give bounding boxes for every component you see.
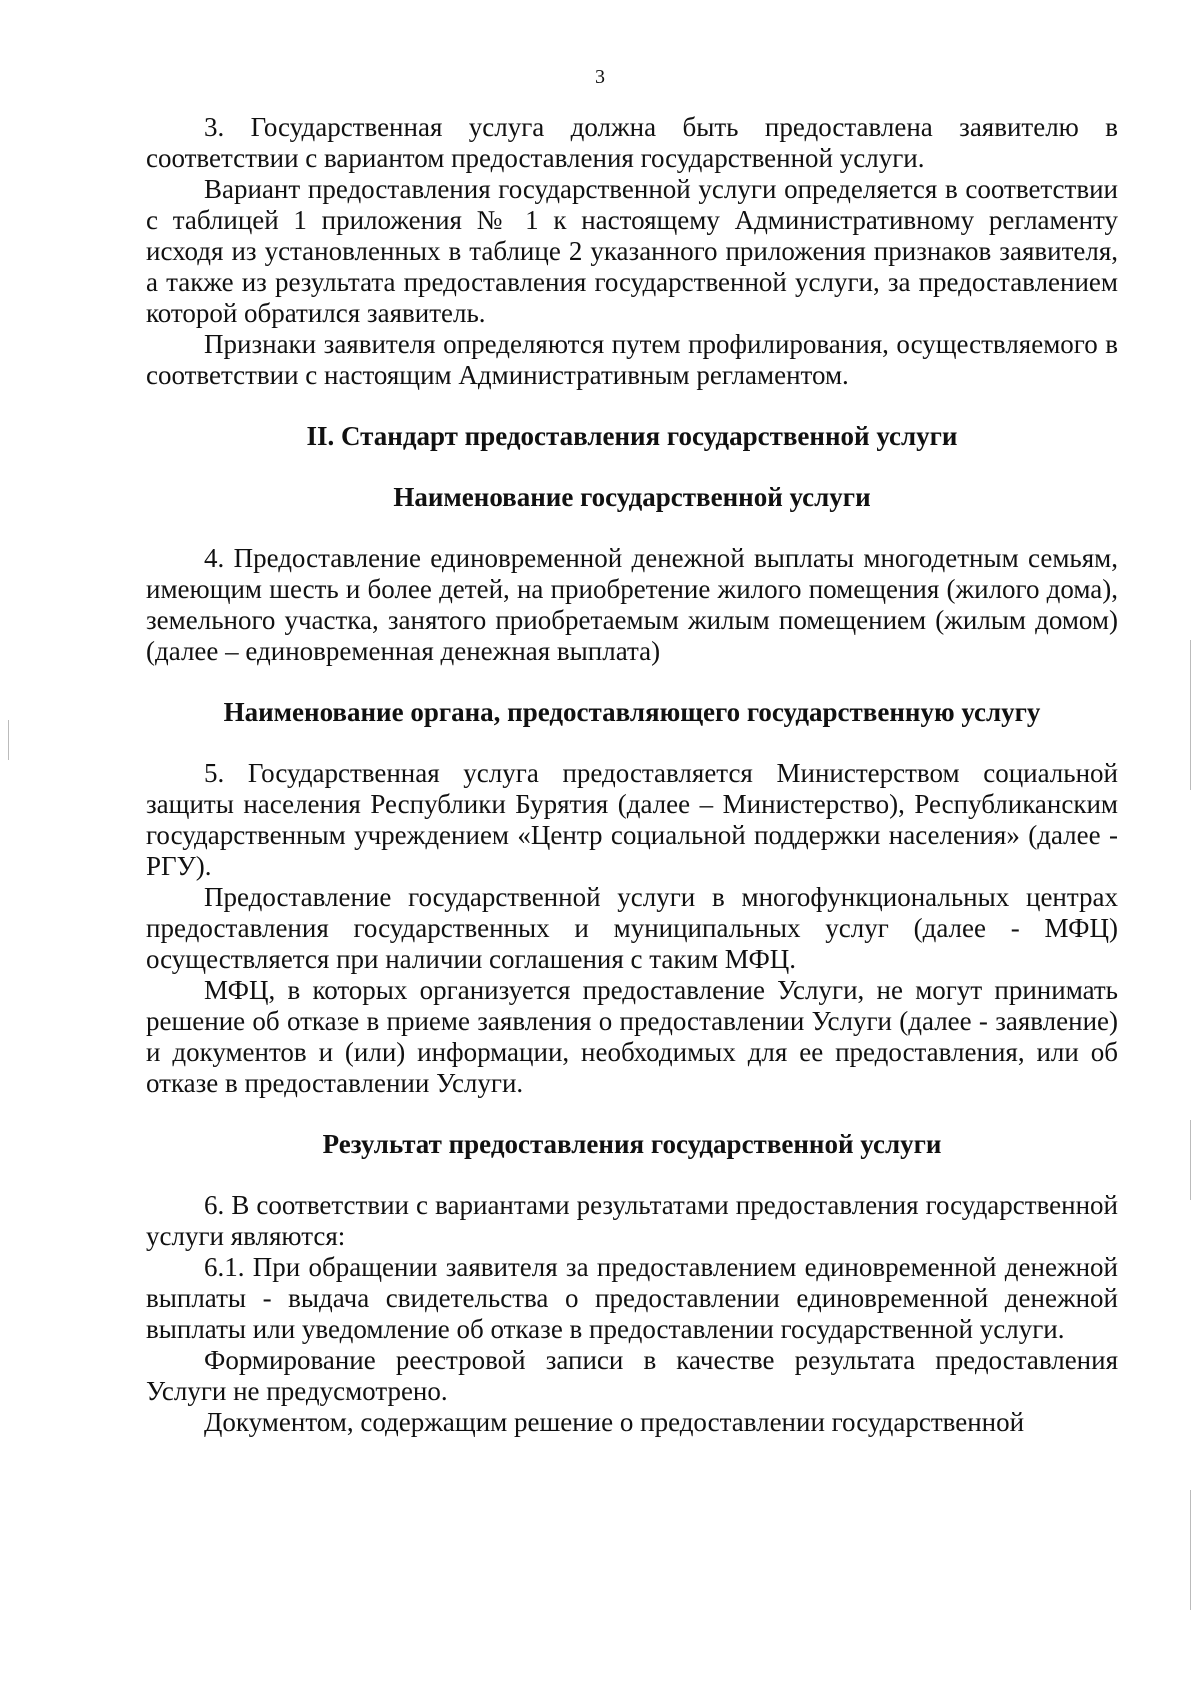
paragraph-mfc-restrictions: МФЦ, в которых организуется предоставление Услуги, не могут принимать решение об отказе в приеме заявления о предоставлении Услуги (далее - заявление) и документов и (или) информации, необходимых для ее предоставления, или об отказе в предоставлении Услуги. [146, 975, 1118, 1098]
scan-margin-line [8, 720, 9, 760]
paragraph-4: 4. Предоставление единовременной денежной выплаты многодетным семьям, имеющим шесть и более детей, на приобретение жилого помещения (жилого дома), земельного участка, занятого приобретаемым жилым помещением (жилым домом) (далее – единовременная денежная выплата) [146, 543, 1118, 666]
scan-margin-line [1190, 1490, 1191, 1610]
paragraph-registry: Формирование реестровой записи в качестве результата предоставления Услуги не предусмотрено. [146, 1345, 1118, 1406]
subheading-result: Результат предоставления государственной услуги [322, 1129, 942, 1159]
scan-margin-line [1190, 1120, 1191, 1200]
paragraph-6: 6. В соответствии с вариантами результатами предоставления государственной услуги являются: [146, 1190, 1118, 1251]
paragraph-6-1: 6.1. При обращении заявителя за предоставлением единовременной денежной выплаты - выдача свидетельства о предоставлении единовременной денежной выплаты или уведомление об отказе в предоставлении государственной услуги. [146, 1252, 1118, 1344]
subheading-provider: Наименование органа, предоставляющего государственную услугу [223, 697, 1041, 727]
paragraph-5: 5. Государственная услуга предоставляется Министерством социальной защиты населения Республики Бурятия (далее – Министерство), Республиканским государственным учреждением «Центр социальной поддержки населения» (далее - РГУ). [146, 758, 1118, 881]
page-number: 3 [595, 66, 605, 88]
paragraph-3: 3. Государственная услуга должна быть предоставлена заявителю в соответствии с вариантом предоставления государственной услуги. [146, 112, 1118, 173]
document-body [146, 112, 1118, 1438]
section-title-standard: II. Стандарт предоставления государственной услуги [306, 421, 958, 451]
subheading-service-name: Наименование государственной услуги [393, 482, 871, 512]
paragraph-decision-document: Документом, содержащим решение о предоставлении государственной [204, 1407, 1025, 1437]
paragraph-variant: Вариант предоставления государственной услуги определяется в соответствии с таблицей 1 приложения № 1 к настоящему Административному регламенту исходя из установленных в таблице 2 указанного приложения признаков заявителя, а также из результата предоставления государственной услуги, за предоставлением которой обратился заявитель. [146, 174, 1118, 328]
scan-margin-line [1190, 640, 1191, 790]
paragraph-mfc: Предоставление государственной услуги в многофункциональных центрах предоставления государственных и муниципальных услуг (далее - МФЦ) осуществляется при наличии соглашения с таким МФЦ. [146, 882, 1118, 974]
paragraph-signs: Признаки заявителя определяются путем профилирования, осуществляемого в соответствии с настоящим Административным регламентом. [146, 329, 1118, 390]
